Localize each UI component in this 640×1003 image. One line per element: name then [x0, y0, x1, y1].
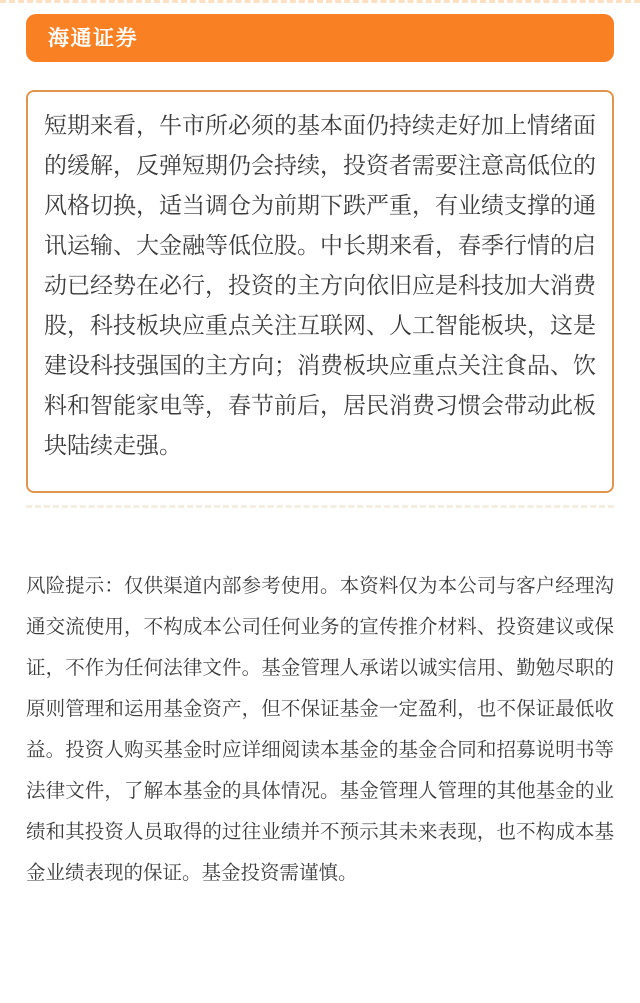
commentary-card [26, 90, 614, 493]
section-divider [26, 505, 614, 508]
brand-header [26, 14, 614, 62]
disclaimer-text: 风险提示：仅供渠道内部参考使用。本资料仅为本公司与客户经理沟通交流使用，不构成本公司任何业务的宣传推介材料、投资建议或保证，不作为任何法律文件。基金管理人承诺以诚实信用、勤勉尽职的原则管理和运用基金资产，但不保证基金一定盈利，也不保证最低收益。投资人购买基金时应详细阅读本基金的基金合同和招募说明书等法律文件，了解本基金的具体情况。基金管理人管理的其他基金的业绩和其投资人员取得的过往业绩并不预示其未来表现，也不构成本基金业绩表现的保证。基金投资需谨慎。 [26, 575, 614, 884]
brand-title: 海通证券 [48, 26, 138, 50]
top-dashed-divider [0, 0, 640, 3]
commentary-text: 短期来看，牛市所必须的基本面仍持续走好加上情绪面的缓解，反弹短期仍会持续，投资者需要注意高低位的风格切换，适当调仓为前期下跌严重，有业绩支撑的通讯运输、大金融等低位股。中长期来看，春季行情的启动已经势在必行，投资的主方向依旧应是科技加大消费股，科技板块应重点关注互联网、人工智能板块，这是建设科技强国的主方向；消费板块应重点关注食品、饮料和智能家电等，春节前后，居民消费习惯会带动此板块陆续走强。 [44, 112, 596, 458]
